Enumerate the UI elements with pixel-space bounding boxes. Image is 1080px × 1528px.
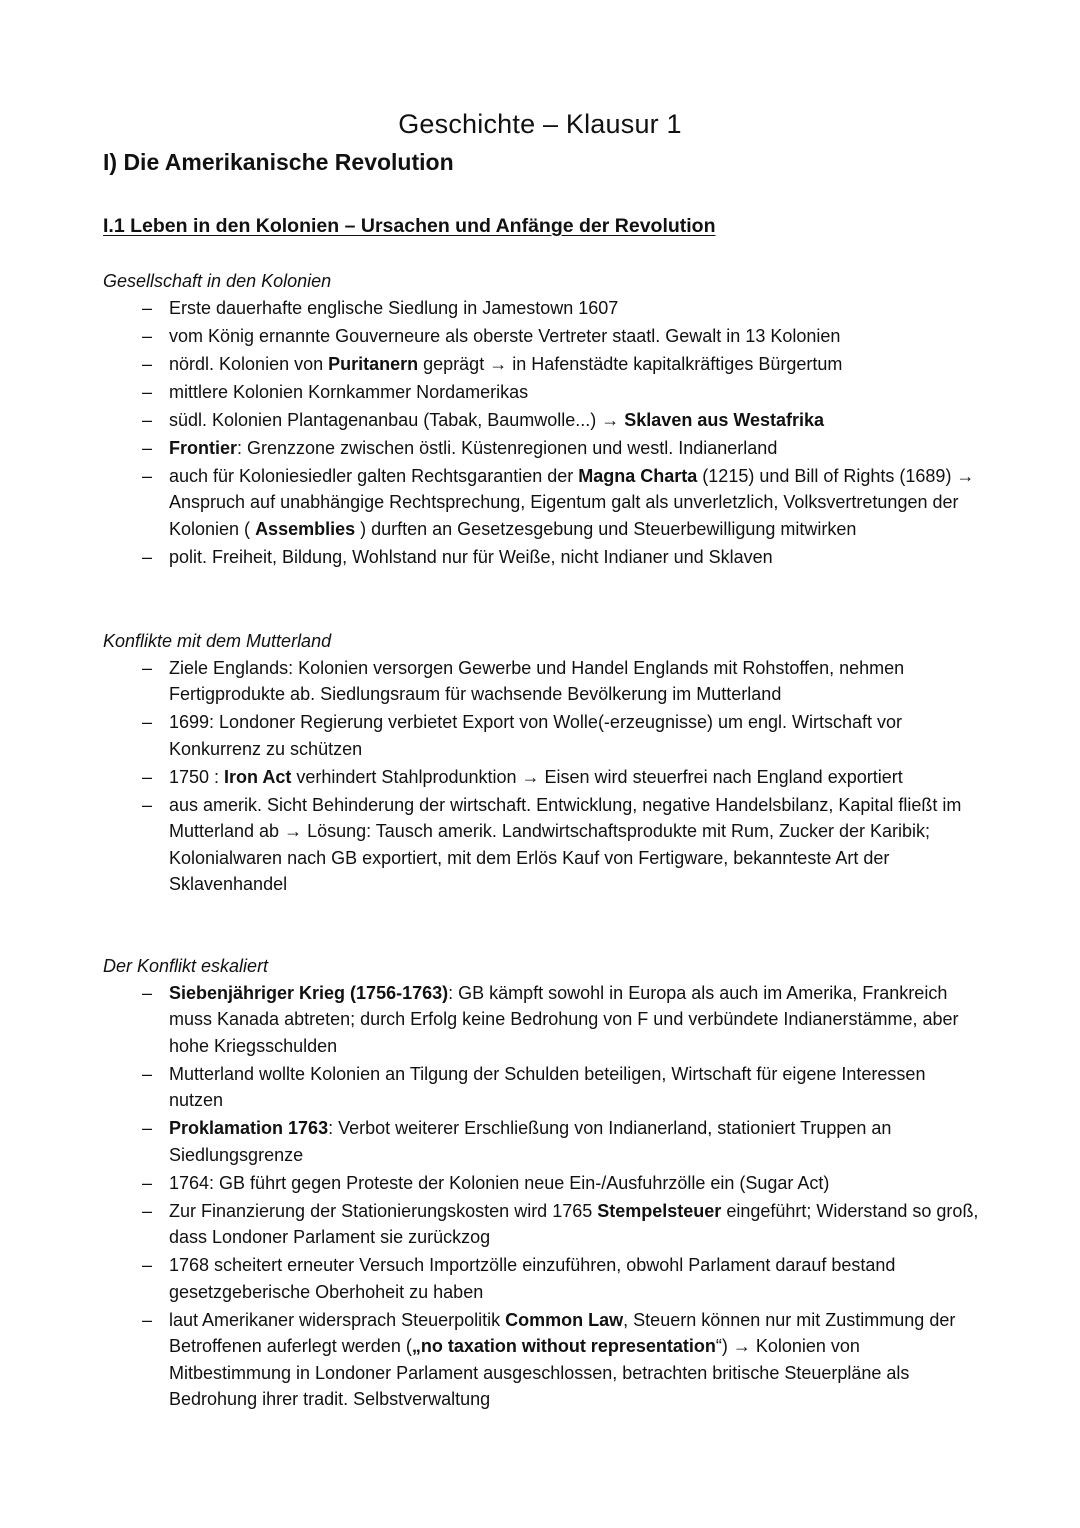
list-item (103, 1307, 983, 1413)
dash-bullet-icon: – (141, 1063, 152, 1084)
dash-bullet-icon: – (141, 325, 152, 346)
text-run: ) durften an Gesetzesgebung und Steuerbewilligung mitwirken (355, 518, 857, 539)
bold-term: Stempelsteuer (597, 1200, 722, 1221)
text-run: 1768 scheitert erneuter Versuch Importzölle einzuführen, obwohl Parlament darauf bestand gesetzgeberische Oberhoheit zu haben (169, 1255, 896, 1302)
section-heading: I.1 Leben in den Kolonien – Ursachen und Anfänge der Revolution (103, 215, 716, 237)
dash-bullet-icon: – (141, 657, 152, 678)
bold-term: „no taxation without representation (411, 1336, 716, 1356)
text-run: 1699: Londoner Regierung verbietet Export von Wolle(-erzeugnisse) um engl. Wirtschaft vor Konkurrenz zu schützen (169, 712, 903, 759)
list-item (103, 655, 983, 708)
text-run: 1750 : (169, 766, 225, 787)
list-item (103, 792, 983, 898)
text-run: : GB kämpft sowohl in Europa als auch im Amerika, Frankreich muss Kanada abtreten; durch Erfolg keine Bedrohung von F und verbündete Indianerstämme, aber hohe Kriegsschulden (169, 982, 959, 1056)
list-item (103, 544, 983, 571)
chapter-heading: I) Die Amerikanische Revolution (103, 149, 454, 175)
bold-term: Sklaven aus Westafrika (624, 409, 825, 430)
subsection-conflicts (103, 628, 983, 899)
list-item (103, 1115, 983, 1168)
list-item (103, 323, 983, 350)
dash-bullet-icon: – (141, 297, 152, 318)
dash-bullet-icon: – (141, 712, 152, 732)
bold-term: Siebenjähriger Krieg (1756-1763) (169, 982, 449, 1003)
text-run: 1764: GB führt gegen Proteste der Kolonien neue Ein-/Ausfuhrzölle ein (Sugar Act) (169, 1172, 830, 1193)
text-run: laut Amerikaner widersprach Steuerpolitik (169, 1309, 506, 1330)
list-item (103, 980, 983, 1060)
dash-bullet-icon: – (141, 409, 152, 430)
text-run: geprägt → in Hafenstädte kapitalkräftiges Bürgertum (418, 353, 843, 374)
dash-bullet-icon: – (141, 766, 152, 787)
text-run: , Steuern können nur mit Zustimmung der Betroffenen auferlegt werden ( (169, 1309, 956, 1356)
text-run: Erste dauerhafte englische Siedlung in Jamestown 1607 (169, 297, 619, 318)
text-run: Ziele Englands: Kolonien versorgen Gewerbe und Handel Englands mit Rohstoffen, nehmen Fertigprodukte ab. Siedlungsraum für wachsende Bevölkerung im Mutterland (169, 657, 905, 704)
text-run: aus amerik. Sicht Behinderung der wirtschaft. Entwicklung, negative Handelsbilanz, Kapital fließt im Mutterland ab → Lösung: Tausch amerik. Landwirtschaftsprodukte mit Rum, Zucker der Karibik; Kolonialwaren nach GB exportiert, mit dem Erlös Kauf von Fertigware, bekannteste Art der Sklavenhandel (169, 794, 962, 894)
bullet-list (103, 655, 983, 898)
subsection-society (103, 268, 983, 572)
bold-term: Proklamation 1763 (169, 1118, 329, 1138)
dash-bullet-icon: – (141, 982, 152, 1003)
dash-bullet-icon: – (141, 1309, 152, 1330)
bold-term: Frontier (169, 437, 238, 458)
list-item (103, 709, 983, 762)
text-run: auch für Koloniesiedler galten Rechtsgarantien der (169, 465, 579, 486)
list-item (103, 463, 983, 543)
list-item (103, 379, 983, 406)
list-item (103, 351, 983, 378)
subsection-escalation (103, 953, 983, 1414)
text-run: vom König ernannte Gouverneure als oberste Vertreter staatl. Gewalt in 13 Kolonien (169, 325, 841, 346)
bold-term: Puritanern (328, 353, 419, 374)
bold-term: Assemblies (255, 518, 356, 539)
dash-bullet-icon: – (141, 437, 152, 458)
list-item (103, 1061, 983, 1114)
dash-bullet-icon: – (141, 546, 152, 567)
list-item (103, 1252, 983, 1305)
dash-bullet-icon: – (141, 465, 152, 486)
text-run: südl. Kolonien Plantagenanbau (Tabak, Baumwolle...) → (169, 409, 625, 430)
list-item (103, 407, 983, 434)
text-run: “) → Kolonien von Mitbestimmung in Londoner Parlament ausgeschlossen, betrachten britische Steuerpläne als Bedrohung ihrer tradit. Selbstverwaltung (169, 1336, 910, 1409)
text-run: (1215) und Bill of Rights (1689) → Anspruch auf unabhängige Rechtsprechung, Eigentum galt als unverletzlich, Volksvertretungen der Kolonien ( (169, 465, 975, 539)
list-item (103, 435, 983, 462)
document-title: Geschichte – Klausur 1 (398, 109, 682, 139)
bullet-list (103, 980, 983, 1413)
dash-bullet-icon: – (141, 1172, 152, 1193)
dash-bullet-icon: – (141, 794, 152, 815)
list-item (103, 295, 983, 322)
dash-bullet-icon: – (141, 353, 152, 374)
subsection-heading: Gesellschaft in den Kolonien (103, 271, 332, 291)
subsection-heading: Konflikte mit dem Mutterland (103, 631, 332, 651)
text-run: nördl. Kolonien von (169, 353, 329, 374)
list-item (103, 1170, 983, 1197)
dash-bullet-icon: – (141, 381, 152, 402)
text-run: : Verbot weiterer Erschließung von Indianerland, stationiert Truppen an Siedlungsgrenze (169, 1118, 892, 1165)
list-item (103, 764, 983, 791)
subsection-heading: Der Konflikt eskaliert (103, 956, 269, 976)
bullet-list (103, 295, 983, 571)
text-run: Zur Finanzierung der Stationierungskosten wird 1765 (169, 1200, 598, 1221)
bold-term: Magna Charta (578, 465, 698, 486)
text-run: eingeführt; Widerstand so groß, dass Londoner Parlament sie zurückzog (169, 1200, 979, 1247)
list-item (103, 1198, 983, 1251)
dash-bullet-icon: – (141, 1255, 152, 1275)
dash-bullet-icon: – (141, 1118, 152, 1138)
bold-term: Common Law (505, 1309, 624, 1330)
bold-term: Iron Act (224, 766, 292, 787)
dash-bullet-icon: – (141, 1200, 152, 1221)
text-run: Mutterland wollte Kolonien an Tilgung der Schulden beteiligen, Wirtschaft für eigene Interessen nutzen (169, 1063, 926, 1110)
text-run: polit. Freiheit, Bildung, Wohlstand nur für Weiße, nicht Indianer und Sklaven (169, 546, 773, 567)
text-run: mittlere Kolonien Kornkammer Nordamerikas (169, 381, 529, 402)
text-run: verhindert Stahlprodunktion → Eisen wird steuerfrei nach England exportiert (291, 766, 903, 787)
text-run: : Grenzzone zwischen östli. Küstenregionen und westl. Indianerland (237, 437, 778, 458)
